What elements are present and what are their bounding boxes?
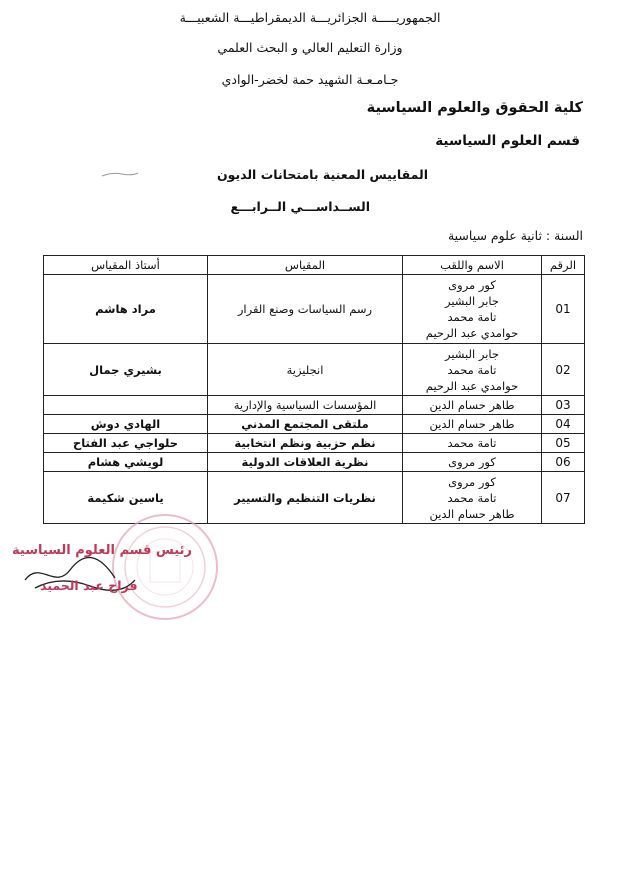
row-names [403, 453, 542, 472]
row-names [403, 344, 542, 396]
row-professor: ياسين شكيمة [44, 472, 208, 524]
semester-title: الســداســـي الــرابـــع [230, 199, 370, 214]
row-names [403, 472, 542, 524]
header-subject: المقياس [208, 256, 403, 275]
table-row [44, 344, 585, 396]
header-names: الاسم واللقب [403, 256, 542, 275]
header-professor: أستاذ المقياس [44, 256, 208, 275]
row-professor: لويشي هشام [44, 453, 208, 472]
document-title: المقاييس المعنية بامتحانات الديون [216, 167, 428, 182]
university-line: جـامـعـة الشهيد حمة لخضر-الوادي [221, 72, 399, 87]
table-row [44, 415, 585, 434]
row-subject: رسم السياسات وصنع القرار [208, 275, 403, 344]
student-name: طاهر حسام الدين [429, 506, 515, 521]
student-name: حوامدي عبد الرحيم [425, 378, 519, 393]
row-names [403, 415, 542, 434]
row-subject: المؤسسات السياسية والإدارية [208, 396, 403, 415]
student-name: حوامدي عبد الرحيم [425, 326, 519, 340]
table-row [44, 396, 585, 415]
student-name: كور مروى [448, 474, 496, 489]
signature-role: رئيس قسم العلوم السياسية [12, 543, 192, 558]
row-names [403, 275, 542, 344]
row-num: 04 [542, 415, 585, 434]
row-num: 03 [542, 396, 585, 415]
student-name: تامة محمد [447, 310, 497, 324]
row-num: 01 [542, 275, 585, 344]
student-name: كور مروى [448, 278, 496, 292]
student-name: جابر البشير [444, 346, 500, 361]
row-professor: مراد هاشم [44, 275, 208, 344]
pen-mark-icon [100, 168, 140, 180]
row-names [403, 434, 542, 453]
row-professor [44, 396, 208, 415]
student-name: تامة محمد [447, 436, 497, 450]
department-title: قسم العلوم السياسية [435, 133, 580, 149]
student-name: جابر البشير [444, 294, 500, 308]
table-row [44, 453, 585, 472]
row-subject: نظرية العلاقات الدولية [208, 453, 403, 472]
student-name: تامة محمد [447, 490, 497, 505]
row-names [403, 396, 542, 415]
table-row [44, 434, 585, 453]
row-subject: نظريات التنظيم والتسيير [208, 472, 403, 524]
student-name: كور مروى [448, 455, 496, 469]
header-num: الرقم [542, 256, 585, 275]
row-professor: بشيري جمال [44, 344, 208, 396]
year-label: السنة : ثانية علوم سياسية [447, 228, 583, 243]
row-num: 07 [542, 472, 585, 524]
row-professor: حلواجي عبد الفتاح [44, 434, 208, 453]
republic-line: الجمهوريـــــة الجزائريـــة الديمقراطيـــة الشعبيـــة [179, 10, 441, 25]
row-professor: الهادي دوش [44, 415, 208, 434]
row-num: 02 [542, 344, 585, 396]
row-num: 06 [542, 453, 585, 472]
ministry-line: وزارة التعليم العالي و البحث العلمي [217, 40, 403, 55]
faculty-title: كلية الحقوق والعلوم السياسية [366, 100, 583, 116]
signature-name: فراح عبد الحميد [40, 578, 138, 593]
student-name: طاهر حسام الدين [429, 417, 515, 431]
row-subject: نظم حزبية ونظم انتخابية [208, 434, 403, 453]
student-name: تامة محمد [447, 362, 497, 377]
row-subject: ملتقى المجتمع المدني [208, 415, 403, 434]
exams-table [43, 255, 585, 524]
table-header-row [44, 256, 585, 275]
row-num: 05 [542, 434, 585, 453]
student-name: طاهر حسام الدين [429, 398, 515, 412]
row-subject: انجليزية [208, 344, 403, 396]
table-row [44, 275, 585, 344]
